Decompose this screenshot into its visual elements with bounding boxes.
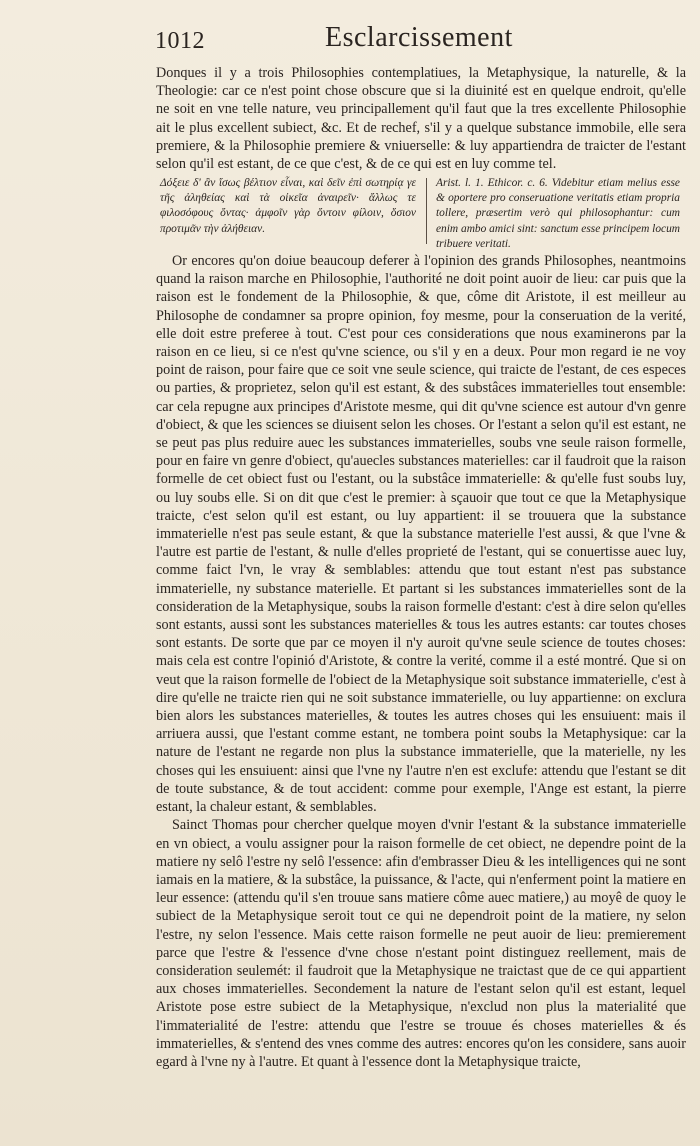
- latin-quotation: Arist. l. 1. Ethicor. c. 6. Videbitur etiam melius esse & oportere pro conseruatione veritatis etiam propria tollere, præsertim verò qui philosophantur: cum enim ambo amici sint: sanctum esse principem locum tribuere veritati.: [436, 177, 680, 250]
- intro-paragraph-block: [156, 64, 686, 173]
- running-title: Esclarcissement: [325, 22, 513, 53]
- quotation-divider: [426, 178, 427, 244]
- greek-quotation: Δόξειε δ' ἂν ἴσως βέλτιον εἶναι, καὶ δεῖν ἐπὶ σωτηρίᾳ γε τῆς ἀληθείας καὶ τὰ οἰκεῖα ἀναιρεῖν· ἄλλως τε φιλοσόφους ὄντας· ἀμφοῖν γὰρ ὄντοιν φίλοιν, ὅσιον προτιμᾶν τὴν ἀλήθειαν.: [160, 177, 416, 235]
- intro-paragraph: Donques il y a trois Philosophies contemplatiues, la Metaphysique, la naturelle, & la Theologie: car ce n'est point chose obscure que si la diuinité est en quelque endroit, qu'elle ne soit en vne telle nature, veu principallement qu'il faut que la tres excellente Philosophie ait le plus excellent subiect, &c. Et de rechef, s'il y a quelque substance immobile, elle sera premiere, & la Philosophie premiere & vniuerselle: & luy appartiendra de traicter de l'estant selon qu'il est estant, de ce que c'est, & de ce qui est en luy comme tel.: [156, 65, 686, 173]
- paragraph-saint-thomas: Sainct Thomas pour chercher quelque moyen d'vnir l'estant & la substance immaterielle en vn obiect, a voulu assigner pour la raison formelle de cet obiect, ne dependre point de la matiere ny selô l'estre ny selô l'essence: afin d'embrasser Dieu & les intelligences qui ne sont iamais en la matiere, & la substâce, la puissance, & l'acte, qui n'enferment point la matiere en leur essence: (attendu qu'il s'en trouue sans matiere côme auec matiere,) au moyê de quoy le subiect de la Metaphysique seroit tout ce qui ne dependroit point de la matiere, ny selon l'estre, ny selon l'essence. Mais cette raison formelle ne peut auoir de lieu: premierement parce que l'estre & l'essence d'vne chose n'estant point distinguez reellement, mais de consideration seulemét: il faudroit que la Metaphysique ne traictast que de ce qui appartient aux choses immaterielles. Secondement la nature de l'estant selon qu'il est estant, lequel Aristote pose estre subiect de la Metaphysique, n'exclud non plus la materialité que l'immaterialité de l'estre: attendu que l'estre se trouue és choses materielles & és immaterielles, & s'entend des vnes comme des autres: encores qu'on les considere, sans auoir egard à l'vne ny à l'autre. Et quant à l'essence dont la Metaphysique traicte,: [156, 817, 686, 1070]
- main-text-block: [156, 252, 686, 1071]
- page-number: 1012: [155, 28, 205, 54]
- marginal-quotations: [160, 176, 680, 252]
- page-header: [155, 22, 675, 62]
- paragraph-reason-philosophy: Or encores qu'on doiue beaucoup deferer à l'opinion des grands Philosophes, neantmoins quand la raison marche en Philosophie, l'authorité ne doit point auoir de lieu: car puis que la raison est le fondement de la Philosophie, & que, côme dit Aristote, il est meilleur au Philosophe de condamner sa propre opinion, foy mesme, pour la conseruation de la verité, elle doit estre preferee à tout. C'est pour ces considerations que nous examinerons par la raison en ce lieu, si ce n'est qu'vne science, ou s'il y en a deux. Pour mon regard ie ne voy point de raison, pour faire que ce soit vne seule science, qui traicte de l'estant, de ces especes ou parties, & proprietez, selon qu'il est estant, & des substâces immaterielles tout ensemble: car cela repugne aux principes d'Aristote mesme, qui dit qu'vne science est autour d'vn genre d'obiect, & que les sciences se diuisent selon les choses. Or l'estant a selon qu'il est estant, ne se peut pas plus reduire auec les substances immaterielles, soubs vne seule raison formelle, pour en faire vn genre d'obiect, qu'auecles substances materielles: car il faudroit que la raison formelle de cet obiect fust ou l'estant, ou la substâce immaterielle: & qu'elle fust soubs luy, ou luy soubs elle. Si on dit que c'est le premier: à sçauoir que tout ce que la Metaphysique traicte, c'est selon qu'il est estant, ou luy appartient: il se trouuera que la substance immaterielle n'est pas seule estant, & que la substance materielle l'est aussi, & que l'vne & l'autre est partie de l'estant, & nulle d'elles proprieté de l'estant, qui se conuertisse auec luy, comme faict l'vn, le vray & semblables: attendu que tout estant n'est pas substance immaterielle, ny substance materielle. Et partant si les substances immaterielles sont de la consideration de la Metaphysique, soubs la raison formelle d'estant: c'est à dire selon qu'elles sont estants, aussi sont les substances materielles & tous les autres estants: car toutes choses sont estants. De sorte que par ce moyen il n'y auroit qu'vne seule science de toutes choses: mais cela est contre l'opinió d'Aristote, & contre la verité, comme il a esté montré. Que si on veut que la raison formelle de l'obiect de la Metaphysique soit substance immaterielle, c'est à dire qu'elle ne traicte rien qui ne soit substance immaterielle, ou luy appartienne: on exclura bien alors les substances materielles, & toutes les autres choses qui les ensuiuent: mais il arriuera aussi, que l'estant comme estant, ne tombera point soubs la Metaphysique: car la nature de l'estant ne regarde non plus la substance immaterielle, que la materielle, ny les choses qui les ensuiuent: ainsi que l'vne ny l'autre n'en est exclufe: attendu que l'estant se dit de toute substance, & de tout accident: comme pour exemple, l'Ange est estant, la pierre estant, la chaleur estant, & semblables.: [156, 253, 686, 816]
